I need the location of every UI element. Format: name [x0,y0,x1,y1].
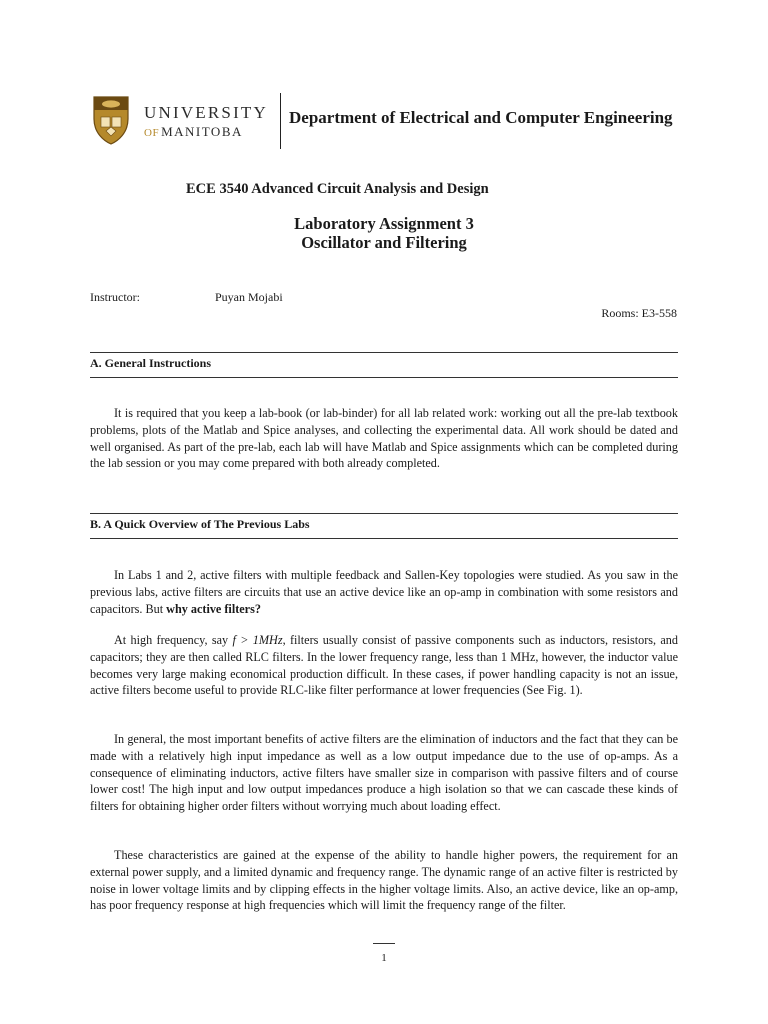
lab-title-line-1: Laboratory Assignment 3 [294,214,474,233]
lab-title-line-2: Oscillator and Filtering [301,233,467,252]
section-b-top-rule [90,513,678,514]
instructor-name: Puyan Mojabi [215,290,283,304]
department-title: Department of Electrical and Computer Engineering [289,108,673,127]
section-b-paragraph-4: These characteristics are gained at the expense of the ability to handle higher powers, the requirement for an external power supply, and a limited dynamic and frequency range. The dynamic range of an active filter is restricted by noise in lower voltage limits and by clipping effects in the higher voltage limits. Also, an active device, like an op-amp, has poor frequency response at high frequencies which will limit the frequency range of the filter. [90,848,678,913]
section-a-heading: A. General Instructions [90,356,211,370]
section-b-heading: B. A Quick Overview of The Previous Labs [90,517,310,531]
section-b-paragraph-1 [90,567,678,617]
instructor-label: Instructor: [90,290,140,304]
p1-text: In Labs 1 and 2, active filters with multiple feedback and Sallen-Key topologies were studied. As you saw in the previous labs, active filters are circuits that use an active device like an op-amp in combination with some resistors and capacitors. But [90,568,678,616]
logo-university-text: UNIVERSITY [144,103,268,122]
p2-math-frequency: f > 1MHz [232,633,283,647]
logo-of-text: OF [144,127,160,139]
section-b-bottom-rule [90,538,678,539]
p1-bold-question: why active filters? [166,601,261,616]
logo-manitoba-line [144,124,243,140]
page-number: 1 [381,952,387,964]
section-b-paragraph-3: In general, the most important benefits of active filters are the elimination of inductors and the fact that they can be made with a relatively high input impedance as well as a low output impedance due to the use of op-amps. As a consequence of eliminating inductors, active filters have smaller size in comparison with passive filters and of course lower cost! The high input and low output impedances produce a high isolation so that we can cascade these kinds of filters for obtaining higher order filters without worrying much about loading effect. [90,732,678,814]
crest-icon [92,95,130,145]
header-divider [280,93,281,149]
p2-rest: , filters usually consist of passive components such as inductors, resistors, and capacitors; they are then called RLC filters. In the lower frequency range, less than 1 MHz, however, the inductor value becomes very large making economical production difficult. In these cases, if power handling capacity is not an issue, active filters become useful to provide RLC-like filter performance at lower frequencies (See Fig. 1). [90,633,678,698]
lab-title [0,214,768,252]
rooms-text: Rooms: E3-558 [601,306,677,320]
course-title: ECE 3540 Advanced Circuit Analysis and Design [186,181,489,197]
logo-manitoba-text: MANITOBA [161,124,243,139]
section-b-paragraph-2 [90,632,678,699]
section-a-top-rule [90,352,678,353]
university-logo [92,95,268,147]
section-a-bottom-rule [90,377,678,378]
page-number-rule [373,943,395,944]
section-a-paragraph: It is required that you keep a lab-book (or lab-binder) for all lab related work: working out all the pre-lab textbook problems, plots of the Matlab and Spice analyses, and collecting the experimental data. All work should be dated and well organised. As part of the pre-lab, each lab will have Matlab and Spice assignments which can be completed during the lab session or you may come prepared with both already completed. [90,406,678,471]
p2-start: At high frequency, say [114,633,233,647]
